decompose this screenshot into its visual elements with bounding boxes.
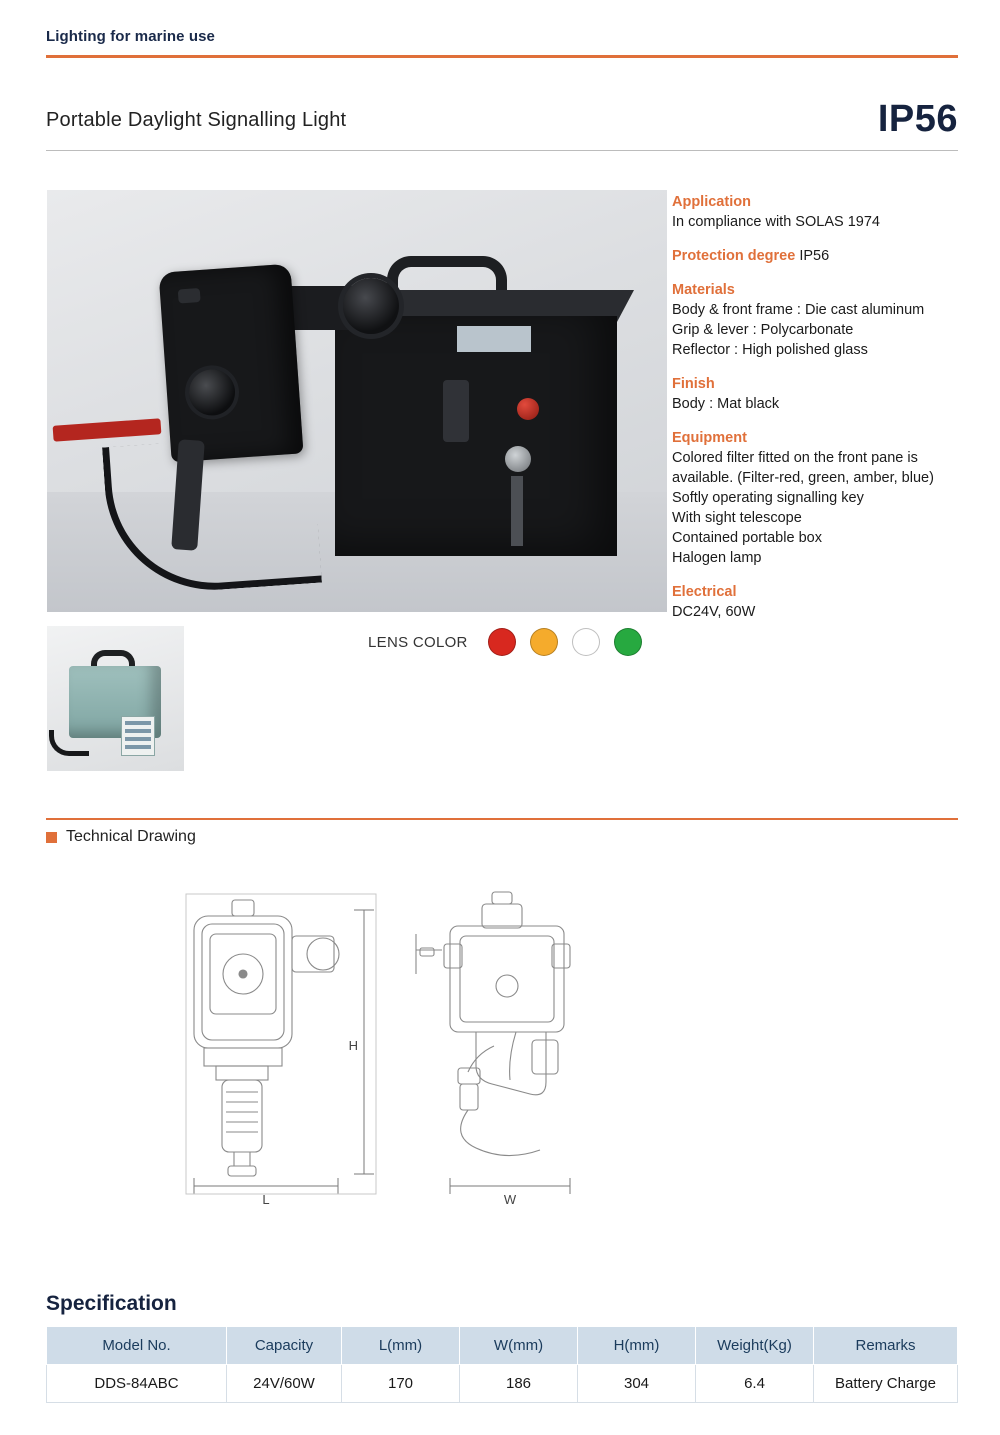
application-text: In compliance with SOLAS 1974	[672, 214, 880, 230]
lens-swatch-green	[614, 628, 642, 656]
secondary-panel	[121, 716, 155, 756]
application-heading: Application	[672, 194, 751, 210]
finish-heading: Finish	[672, 376, 715, 392]
telescope-lens	[343, 278, 399, 334]
equipment-line: Softly operating signalling key	[672, 490, 864, 506]
box-latch	[443, 380, 469, 442]
product-details	[672, 192, 982, 636]
finish-line: Body : Mat black	[672, 396, 780, 412]
cell-weight: 6.4	[696, 1365, 814, 1403]
column-header-length: L(mm)	[342, 1327, 460, 1365]
materials-block	[672, 280, 982, 360]
portable-box	[335, 316, 617, 556]
lens-color-label: LENS COLOR	[368, 633, 468, 651]
equipment-line: Colored filter fitted on the front pane is	[672, 450, 918, 466]
electrical-heading: Electrical	[672, 584, 737, 600]
protection-block	[672, 246, 982, 266]
equipment-line: available. (Filter-red, green, amber, blue)	[672, 470, 934, 486]
page-title: Portable Daylight Signalling Light	[46, 109, 347, 131]
box-label-plate	[457, 326, 531, 352]
electrical-block	[672, 582, 982, 622]
header-divider	[46, 55, 958, 58]
panel-line	[125, 721, 151, 725]
dimension-label-w: W	[503, 1192, 517, 1207]
panel-line	[125, 737, 151, 741]
table-row	[47, 1365, 958, 1403]
panel-line	[125, 745, 151, 749]
lens-swatch-red	[488, 628, 516, 656]
box-side-strip	[511, 476, 523, 546]
cell-width: 186	[460, 1365, 578, 1403]
square-bullet-icon	[46, 832, 57, 843]
protection-value: IP56	[799, 248, 830, 264]
technical-drawing-title	[46, 828, 196, 846]
box-keyhole	[505, 446, 531, 472]
lens-swatch-amber	[530, 628, 558, 656]
panel-line	[125, 729, 151, 733]
column-header-remarks: Remarks	[814, 1327, 958, 1365]
lens-color-row	[368, 628, 642, 656]
title-row	[46, 100, 958, 138]
column-header-capacity: Capacity	[227, 1327, 342, 1365]
red-nameplate	[53, 418, 162, 441]
column-header-height: H(mm)	[578, 1327, 696, 1365]
equipment-line: With sight telescope	[672, 510, 802, 526]
column-header-width: W(mm)	[460, 1327, 578, 1365]
table-header-row	[47, 1327, 958, 1365]
dimension-label-l: L	[262, 1192, 270, 1207]
lens-swatch-white	[572, 628, 600, 656]
column-header-model: Model No.	[47, 1327, 227, 1365]
cell-model: DDS-84ABC	[47, 1365, 227, 1403]
materials-heading: Materials	[672, 282, 735, 298]
protection-heading: Protection degree	[672, 248, 796, 264]
materials-line: Grip & lever : Polycarbonate	[672, 322, 854, 338]
signalling-light-body	[159, 264, 304, 463]
equipment-line: Contained portable box	[672, 530, 822, 546]
front-lens	[187, 368, 236, 417]
cell-remarks: Battery Charge	[814, 1365, 958, 1403]
column-header-weight: Weight(Kg)	[696, 1327, 814, 1365]
specification-title: Specification	[46, 1292, 177, 1315]
technical-drawing-svg	[46, 880, 958, 1240]
materials-line: Body & front frame : Die cast aluminum	[672, 302, 925, 318]
technical-drawing-label: Technical Drawing	[66, 828, 196, 845]
materials-line: Reflector : High polished glass	[672, 342, 868, 358]
cell-height: 304	[578, 1365, 696, 1403]
secondary-cable	[49, 730, 89, 756]
equipment-block	[672, 428, 982, 568]
ip-rating-code: IP56	[877, 98, 958, 140]
body-top-knob	[178, 288, 201, 304]
application-block	[672, 192, 982, 232]
technical-drawing-divider	[46, 818, 958, 820]
technical-drawing	[46, 880, 958, 1240]
electrical-text: DC24V, 60W	[672, 604, 756, 620]
cell-capacity: 24V/60W	[227, 1365, 342, 1403]
product-photo-main	[47, 190, 667, 612]
cell-length: 170	[342, 1365, 460, 1403]
title-divider	[46, 150, 958, 151]
equipment-heading: Equipment	[672, 430, 747, 446]
product-photo-secondary	[47, 626, 184, 771]
dimension-label-h: H	[348, 1038, 358, 1053]
secondary-body	[69, 666, 161, 738]
header-kicker: Lighting for marine use	[46, 28, 215, 45]
specification-table	[46, 1326, 958, 1403]
page-header	[46, 28, 958, 58]
equipment-line: Halogen lamp	[672, 550, 762, 566]
finish-block	[672, 374, 982, 414]
box-red-button	[517, 398, 539, 420]
